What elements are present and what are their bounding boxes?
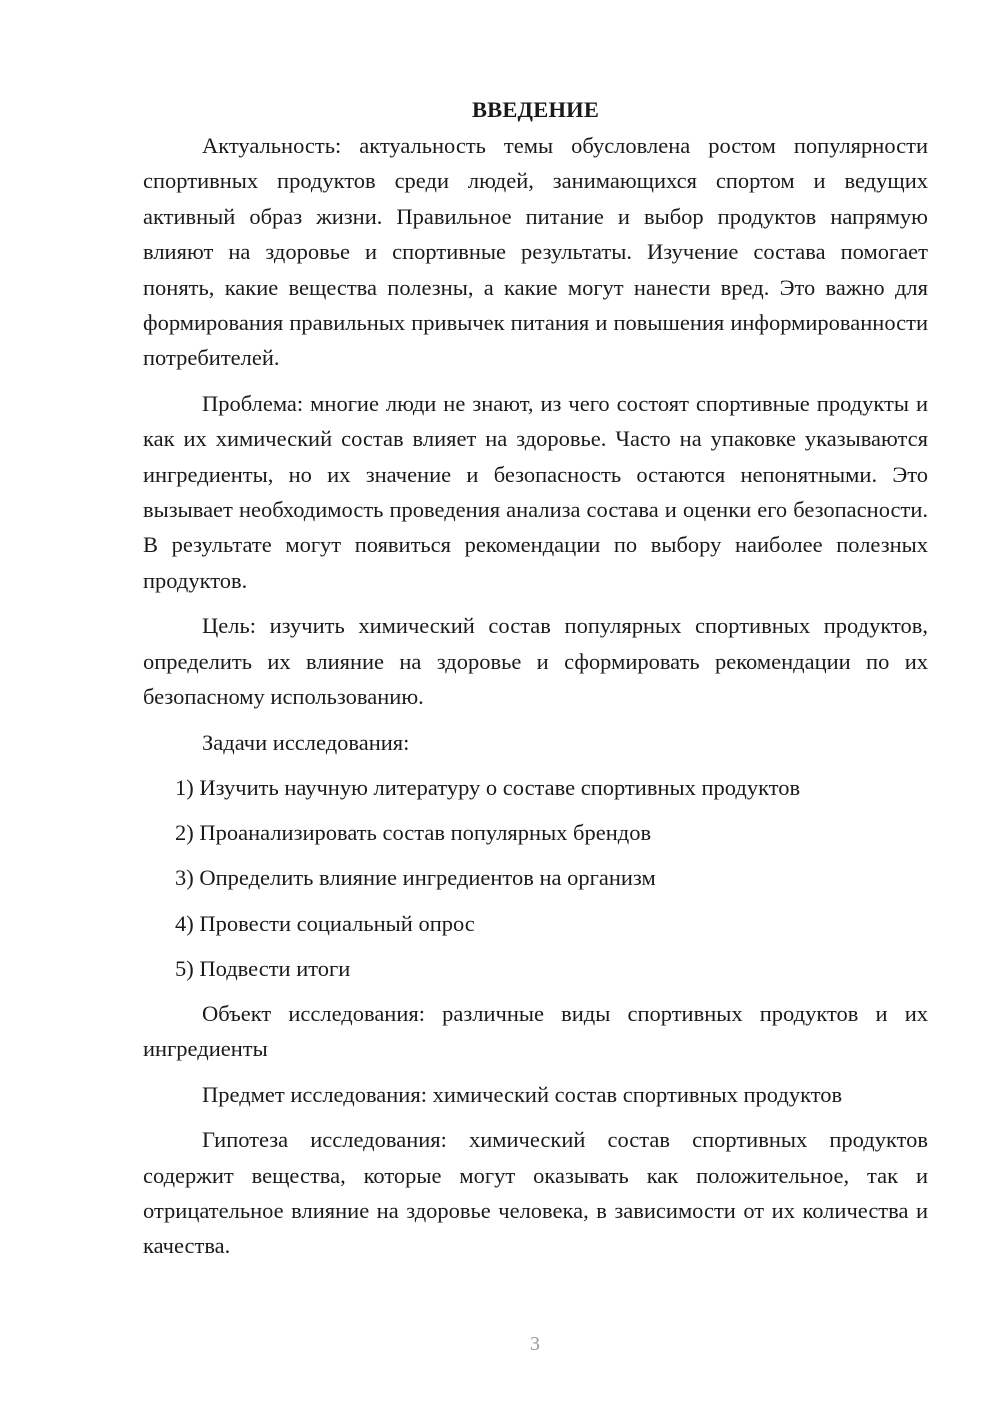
page-number: 3 bbox=[530, 1333, 540, 1355]
task-item: 1) Изучить научную литературу о составе спортивных продуктов bbox=[175, 774, 801, 800]
goal-paragraph: Цель: изучить химический состав популярных спортивных продуктов, определить их влияние на здоровье и сформировать рекомендации по их безопасному использованию. bbox=[143, 613, 928, 710]
task-item: 4) Провести социальный опрос bbox=[175, 910, 475, 936]
object-paragraph: Объект исследования: различные виды спортивных продуктов и их ингредиенты bbox=[143, 1000, 928, 1062]
tasks-heading: Задачи исследования: bbox=[202, 729, 410, 755]
subject-paragraph: Предмет исследования: химический состав спортивных продуктов bbox=[202, 1081, 843, 1107]
page-title: ВВЕДЕНИЕ bbox=[471, 97, 600, 122]
task-item: 5) Подвести итоги bbox=[175, 955, 351, 981]
relevance-paragraph: Актуальность: актуальность темы обусловлена ростом популярности спортивных продуктов среди людей, занимающихся спортом и ведущих активный образ жизни. Правильное питание и выбор продуктов напрямую влияют на здоровье и спортивные результаты. Изучение состава помогает понять, какие вещества полезны, а какие могут нанести вред. Это важно для формирования правильных привычек питания и повышения информированности потребителей. bbox=[143, 133, 928, 371]
task-item: 2) Проанализировать состав популярных брендов bbox=[175, 820, 652, 846]
tasks-list bbox=[143, 770, 928, 986]
task-item: 3) Определить влияние ингредиентов на организм bbox=[175, 865, 656, 891]
problem-paragraph: Проблема: многие люди не знают, из чего состоят спортивные продукты и как их химический состав влияет на здоровье. Часто на упаковке указываются ингредиенты, но их значение и безопасность остаются непонятными. Это вызывает необходимость проведения анализа состава и оценки его безопасности. В результате могут появиться рекомендации по выбору наиболее полезных продуктов. bbox=[143, 390, 928, 593]
hypothesis-paragraph: Гипотеза исследования: химический состав спортивных продуктов содержит вещества, которые могут оказывать как положительное, так и отрицательное влияние на здоровье человека, в зависимости от их количества и качества. bbox=[143, 1127, 928, 1259]
document-page bbox=[143, 92, 928, 1274]
